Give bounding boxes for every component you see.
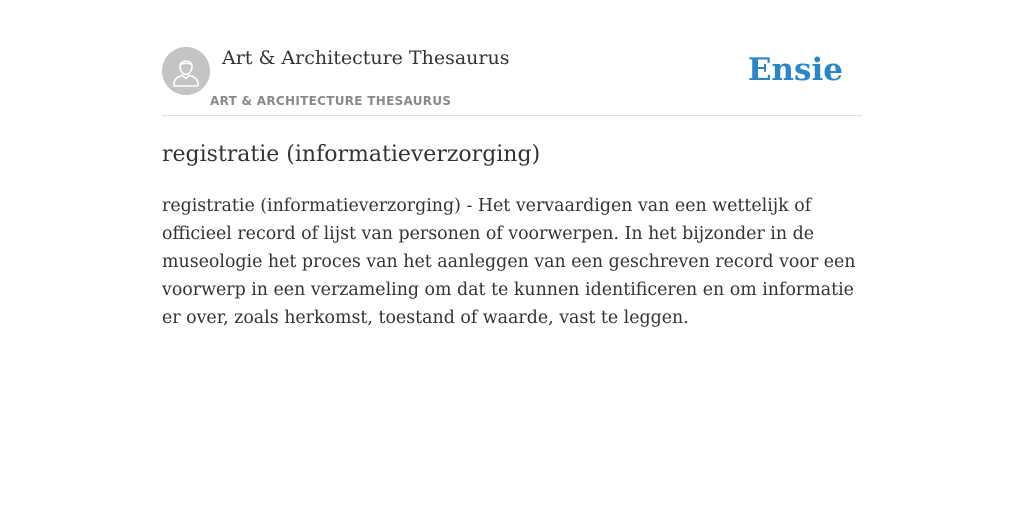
term-definition: registratie (informatieverzorging) - Het vervaardigen van een wettelijk of officieel record of lijst van personen of voorwerpen. In het bijzonder in de museologie het proces van het aanleggen van een geschreven record voor een voorwerp in een verzameling om dat te kunnen identificeren en om informatie er over, zoals herkomst, toestand of waarde, vast te leggen. [162,196,856,328]
source-title[interactable]: Art & Architecture Thesaurus [222,47,510,69]
source-subtitle: ART & ARCHITECTURE THESAURUS [210,94,452,108]
term-title: registratie (informatieverzorging) [162,142,541,167]
user-silhouette-icon [162,47,210,95]
source-header [162,0,862,116]
ensie-logo-link[interactable]: Ensie [747,52,843,88]
avatar[interactable] [162,47,210,95]
